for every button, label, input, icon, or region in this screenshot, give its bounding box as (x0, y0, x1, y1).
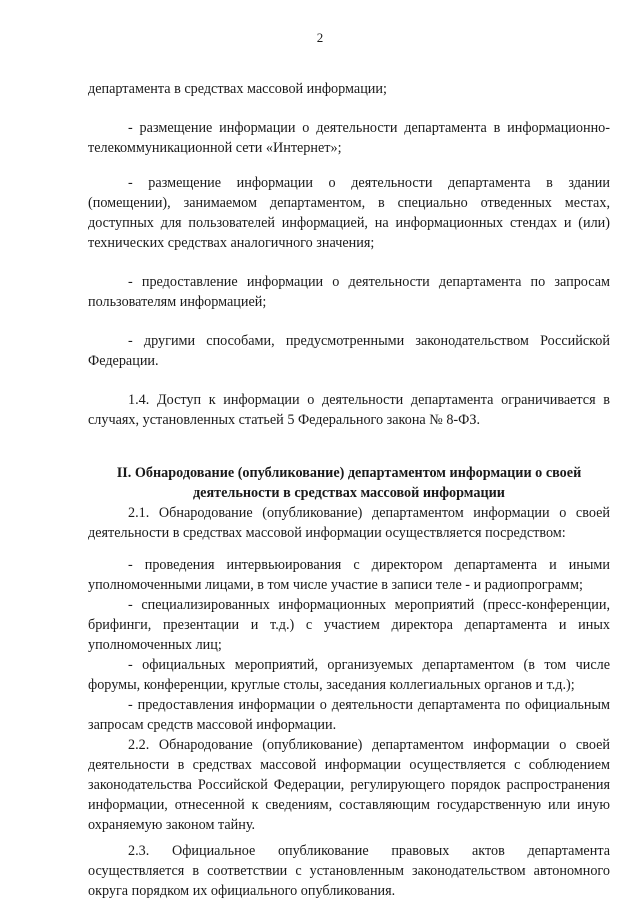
list-item-other-methods: - другими способами, предусмотренными законодательством Российской Федерации. (88, 333, 610, 369)
paragraph-continuation: департамента в средствах массовой информации; (88, 81, 387, 97)
list-item-info-events: - специализированных информационных мероприятий (пресс-конференции, брифинги, презентации и т.д.) с участием директора департамента и иных уполномоченных лиц; (88, 597, 610, 653)
section-heading-line-2: деятельности в средствах массовой информации (193, 485, 505, 501)
document-body (88, 79, 610, 901)
list-item-requests: - предоставление информации о деятельности департамента по запросам пользователям информацией; (88, 274, 610, 310)
clause-1-4: 1.4. Доступ к информации о деятельности департамента ограничивается в случаях, установленных статьей 5 Федерального закона № 8-ФЗ. (88, 392, 610, 428)
clause-2-1: 2.1. Обнародование (опубликование) департаментом информации о своей деятельности в средствах массовой информации осуществляется посредством: (88, 505, 610, 541)
list-item-official-events: - официальных мероприятий, организуемых департаментом (в том числе форумы, конференции, круглые столы, заседания коллегиальных органов и т.д.); (88, 657, 610, 693)
list-item-premises: - размещение информации о деятельности департамента в здании (помещении), занимаемом департаментом, в специально отведенных местах, доступных для пользователей информацией, на информационных стендах и (или) технических средствах аналогичного значения; (88, 175, 610, 251)
page-number: 2 (316, 30, 324, 45)
clause-2-3: 2.3. Официальное опубликование правовых актов департамента осуществляется в соответствии с установленным законодательством автономного округа порядком их официального опубликования. (88, 843, 610, 899)
list-item-media-requests: - предоставления информации о деятельности департамента по официальным запросам средств массовой информации. (88, 697, 610, 733)
list-item-internet: - размещение информации о деятельности департамента в информационно-телекоммуникационной сети «Интернет»; (88, 120, 610, 156)
section-heading (88, 463, 610, 503)
section-heading-line-1: II. Обнародование (опубликование) департаментом информации о своей (116, 465, 582, 481)
clause-2-2: 2.2. Обнародование (опубликование) департаментом информации о своей деятельности в средствах массовой информации осуществляется с соблюдением законодательства Российской Федерации, регулирующего порядок распространения информации, отнесенной к сведениям, составляющим государственную или иную охраняемую законом тайну. (88, 737, 610, 833)
list-item-interviews: - проведения интервьюирования с директором департамента и иными уполномоченными лицами, в том числе участие в записи теле - и радиопрограмм; (88, 557, 610, 593)
